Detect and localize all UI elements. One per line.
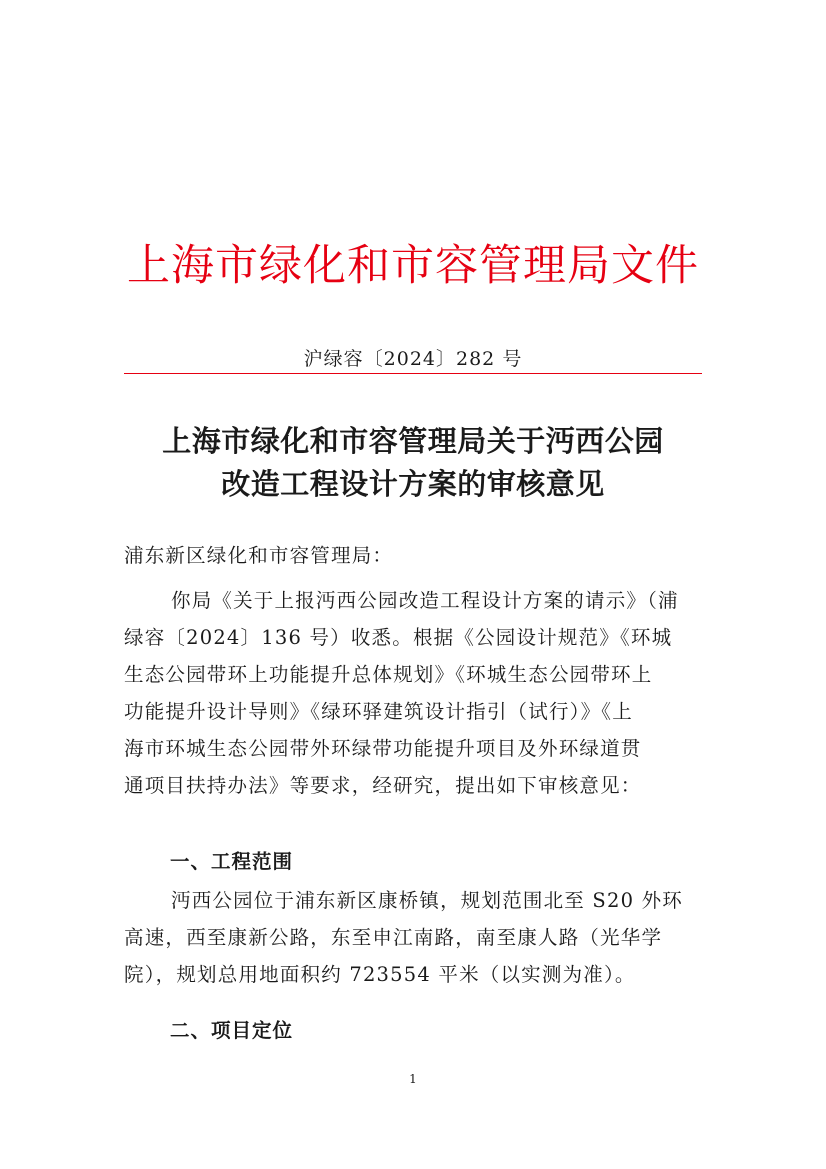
paragraph-line: 生态公园带环上功能提升总体规划》《环城生态公园带环上 xyxy=(124,663,653,686)
intro-paragraph xyxy=(124,582,702,804)
red-divider xyxy=(124,373,702,374)
addressee: 浦东新区绿化和市容管理局： xyxy=(124,544,394,567)
paragraph-line: 海市环城生态公园带外环绿带功能提升项目及外环绿道贯 xyxy=(124,737,642,760)
paragraph-line: 你局《关于上报沔西公园改造工程设计方案的请示》（浦 xyxy=(171,589,679,612)
document-title xyxy=(0,420,826,506)
title-line-2: 改造工程设计方案的审核意见 xyxy=(221,467,605,501)
scope-paragraph xyxy=(124,882,702,993)
paragraph-line: 功能提升设计导则》《绿环驿建筑设计指引（试行）》《上 xyxy=(124,700,633,723)
paragraph-line: 高速，西至康新公路，东至申江南路，南至康人路（光华学 xyxy=(124,926,663,949)
paragraph-line: 通项目扶持办法》等要求，经研究，提出如下审核意见： xyxy=(124,774,642,797)
paragraph-line: 沔西公园位于浦东新区康桥镇，规划范围北至 S20 外环 xyxy=(171,889,683,912)
section-heading-positioning: 二、项目定位 xyxy=(170,1019,294,1042)
masthead-title: 上海市绿化和市容管理局文件 xyxy=(127,241,699,291)
document-number: 沪绿容〔2024〕282 号 xyxy=(303,348,523,370)
paragraph-line: 院），规划总用地面积约 723554 平米（以实测为准）。 xyxy=(124,963,636,986)
paragraph-line: 绿容〔2024〕136 号）收悉。根据《公园设计规范》《环城 xyxy=(124,626,673,649)
section-heading-scope: 一、工程范围 xyxy=(170,850,294,873)
title-line-1: 上海市绿化和市容管理局关于沔西公园 xyxy=(162,424,664,458)
page-number: 1 xyxy=(409,1072,417,1086)
